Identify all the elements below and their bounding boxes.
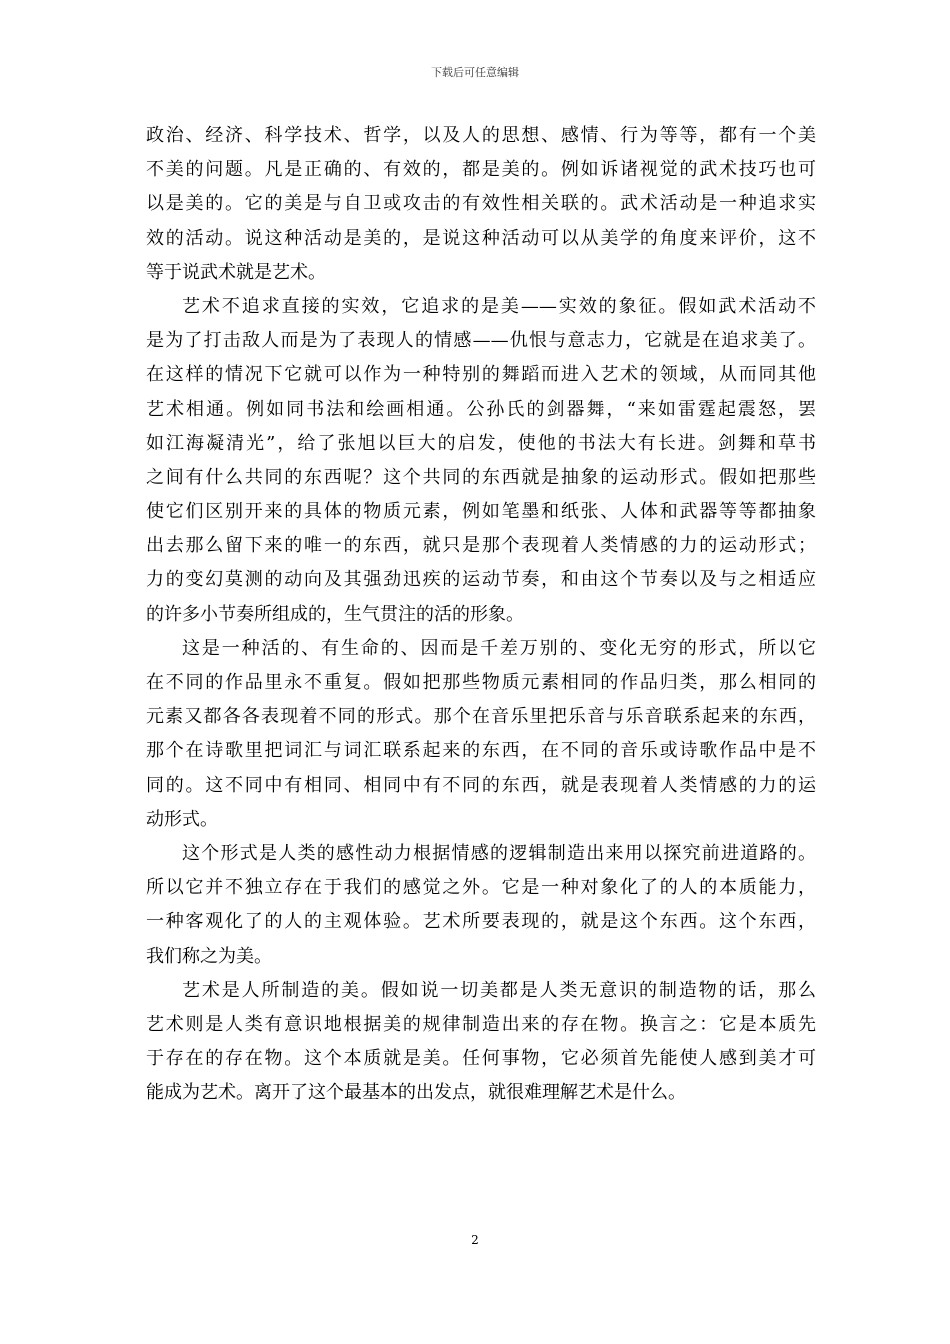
paragraph-3 — [146, 632, 816, 837]
text-line: 如江海凝清光”，给了张旭以巨大的启发，使他的书法大有长进。剑舞和草书 — [146, 432, 816, 454]
text-line: 那个在诗歌里把词汇与词汇联系起来的东西，在不同的音乐或诗歌作品中是不 — [146, 740, 816, 762]
text-line: 艺术是人所制造的美。假如说一切美都是人类无意识的制造物的话，那么 — [182, 979, 816, 1001]
paragraph-5 — [146, 974, 816, 1111]
text-line: 政治、经济、科学技术、哲学，以及人的思想、感情、行为等等，都有一个美 — [146, 125, 816, 146]
text-line: 这是一种活的、有生命的、因而是千差万别的、变化无穷的形式，所以它 — [182, 637, 816, 659]
text-line: 所以它并不独立存在于我们的感觉之外。它是一种对象化了的人的本质能力， — [146, 877, 816, 899]
text-line: 同的。这不同中有相同、相同中有不同的东西，就是表现着人类情感的力的运 — [146, 774, 816, 796]
text-line: 这个形式是人类的感性动力根据情感的逻辑制造出来用以探究前进道路的。 — [182, 842, 816, 864]
text-line: 力的变幻莫测的动向及其强劲迅疾的运动节奏，和由这个节奏以及与之相适应 — [146, 569, 816, 591]
text-line: 我们称之为美。 — [146, 945, 272, 967]
text-line: 艺术相通。例如同书法和绘画相通。公孙氏的剑器舞，“来如雷霆起震怒，罢 — [146, 398, 816, 420]
text-line: 使它们区别开来的具体的物质元素，例如笔墨和纸张、人体和武器等等都抽象 — [146, 501, 816, 523]
text-line: 动形式。 — [146, 808, 218, 830]
text-line: 艺术则是人类有意识地根据美的规律制造出来的存在物。换言之：它是本质先 — [146, 1013, 816, 1035]
page-number: 2 — [471, 1233, 479, 1247]
text-line: 在不同的作品里永不重复。假如把那些物质元素相同的作品归类，那么相同的 — [146, 672, 816, 693]
text-line: 于存在的存在物。这个本质就是美。任何事物，它必须首先能使人感到美才可 — [146, 1048, 816, 1070]
text-line: 不美的问题。凡是正确的、有效的，都是美的。例如诉诸视觉的武术技巧也可 — [146, 159, 816, 181]
paragraph-4 — [146, 837, 816, 974]
text-line: 效的活动。说这种活动是美的，是说这种活动可以从美学的角度来评价，这不 — [146, 227, 816, 249]
document-body — [146, 119, 816, 1110]
page-header: 下载后可任意编辑 — [431, 66, 519, 79]
text-line: 等于说武术就是艺术。 — [146, 261, 326, 283]
text-line: 能成为艺术。离开了这个最基本的出发点，就很难理解艺术是什么。 — [146, 1082, 686, 1104]
text-line: 出去那么留下来的唯一的东西，就只是那个表现着人类情感的力的运动形式； — [146, 535, 816, 557]
text-line: 一种客观化了的人的主观体验。艺术所要表现的，就是这个东西。这个东西， — [146, 911, 816, 933]
text-line: 是为了打击敌人而是为了表现人的情感——仇恨与意志力，它就是在追求美了。 — [146, 330, 816, 352]
paragraph-1 — [146, 119, 816, 290]
text-line: 之间有什么共同的东西呢？这个共同的东西就是抽象的运动形式。假如把那些 — [146, 466, 816, 488]
text-line: 以是美的。它的美是与自卫或攻击的有效性相关联的。武术活动是一种追求实 — [146, 193, 816, 215]
text-line: 在这样的情况下它就可以作为一种特别的舞蹈而进入艺术的领域，从而同其他 — [146, 364, 816, 386]
text-line: 的许多小节奏所组成的，生气贯注的活的形象。 — [146, 603, 524, 625]
text-line: 艺术不追求直接的实效，它追求的是美——实效的象征。假如武术活动不 — [182, 295, 816, 317]
text-line: 元素又都各各表现着不同的形式。那个在音乐里把乐音与乐音联系起来的东西， — [146, 706, 816, 728]
paragraph-2 — [146, 290, 816, 632]
